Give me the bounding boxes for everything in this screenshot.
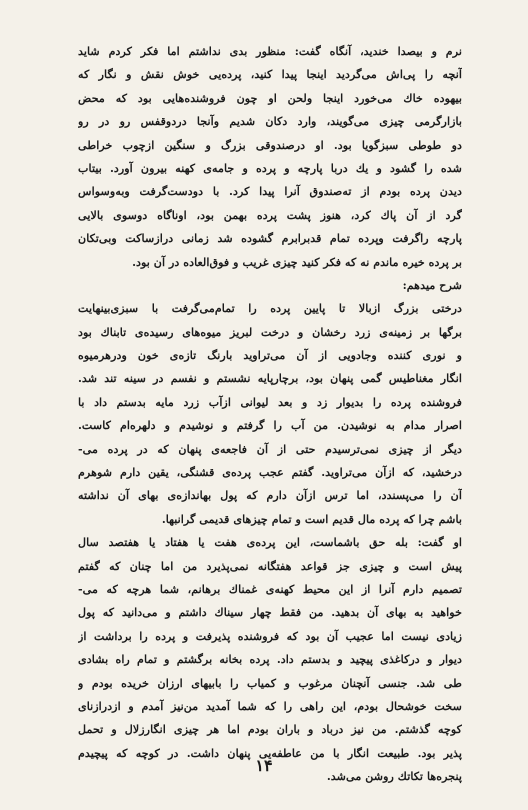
text-line: خواهید به بهای آن بدهید. من فقط چهار سیناك داشتم و می‌دانید که پول xyxy=(78,605,462,620)
text-line: آنچه را پی‌اش می‌گردید اینجا پیدا کنید، پرده‌یی خوش نقش و نگار که xyxy=(78,67,462,82)
text-line: دو طوطی سبزگویا بود. او درصندوقی بزرگ و سنگین ازچوب خراطی xyxy=(78,137,462,152)
text-line: بر پرده خیره ماندم نه که فکر کنید چیزی غریب و فوق‌العاده در آن بود. xyxy=(132,254,462,269)
text-line: فروشنده پرده را بدیوار زد و بعد لیوانی ازآب زرد مایه بدستم داد با xyxy=(78,394,462,409)
text-line: درخشید، که ازآن می‌تراوید. گفتم عجب پرده‌ی قشنگی، یقین دارم شوهرم xyxy=(78,465,462,480)
text-line: پیش است و چیزی جز قواعد هفتگانه نمی‌پذیرد من اما چنان که گفتم xyxy=(78,558,462,573)
text-line: تصمیم دارم آنرا از این محیط کهنه‌ی غمناك برهانم، شما هرچه که می- xyxy=(78,581,462,596)
text-line: پنجره‌ها تکاتك روشن می‌شد. xyxy=(326,769,462,784)
text-line: گرد از آن پاك کرد، هنوز پشت پرده بهمن بود، اوناگاه دوسوی بالایی xyxy=(78,207,462,222)
text-line: انگار مغناطیس گمی پنهان بود، برچارپایه نشستم و نفسم در سینه تند شد. xyxy=(78,371,462,386)
text-line: درختی بزرگ ازبالا تا پایین پرده را تمام‌می‌گرفت با سبزی‌بینهایت xyxy=(78,301,462,316)
text-line: دیوار و درکاغذی پیچید و بدستم داد. پرده بخانه برگشتم و تمام راه بشادی xyxy=(78,652,462,667)
text-line: سخت خوشحال بودم، این راهی را که شما آمدید من‌نیز آمدم و ازدرازنای xyxy=(78,698,462,713)
text-line: او گفت: بله حق باشماست، این پرده‌ی هفت یا هفتاد یا هفتصد سال xyxy=(78,535,462,550)
text-line: پارچه راگرفت وپرده تمام قدبرابرم گشوده شد زمانی درازساکت وبی‌تکان xyxy=(78,231,462,246)
body-text xyxy=(78,40,462,789)
text-line: برگها بر زمینه‌ی زرد رخشان و درخت لبریز میوه‌های رسیده‌ی تابناك بود xyxy=(78,324,462,339)
text-line: بازارگرمی چیزی می‌گویند، وارد دکان شدیم وآنجا دردوقفس رو در رو xyxy=(78,114,462,129)
page-number: ۱۴ xyxy=(255,756,273,775)
text-line: اصرار مدام به نوشیدن. من آب را گرفتم و نوشیدم و دلهره‌ام کاست. xyxy=(78,418,462,433)
text-line: پذیر بود. طبیعت انگار با من عاطفه‌یی پنهان داشت. در کوچه که پیچیدم xyxy=(78,745,462,760)
text-line: و نوری کننده وجادویی از آن می‌تراوید بارنگ تازه‌ی خون ودرهرمیوه xyxy=(78,348,462,363)
text-line: شرح میدهم: xyxy=(402,277,462,292)
text-line: زیادی نیست اما عجیب آن بود که فروشنده پذیرفت و پرده را برداشت از xyxy=(78,628,462,643)
text-line: بیهوده خاك می‌خورد اینجا ولحن او چون فروشنده‌هایی بود که محض xyxy=(78,90,462,105)
text-line: کوچه گذشتم. من نیز درباد و باران بودم اما هر چیزی انگارزلال و تحمل xyxy=(78,722,462,737)
text-line: آن را می‌پسندد، اما ترس ازآن دارم که پول بهاندازه‌ی بهای آن نداشته xyxy=(78,488,462,503)
text-line: شده را گشود و یك دربا پارچه و پرده و جامه‌ی کهنه بیرون آورد. بیتاب xyxy=(78,160,462,175)
text-line: طی شد. جنسی آنچنان مرغوب و کمیاب را بابیهای ارزان خریده بودم و xyxy=(78,675,462,690)
text-line: دیگر از چیزی نمی‌ترسیدم حتی از آن فاجعه‌ی پنهان که در پرده می- xyxy=(78,441,462,456)
text-line: باشم چرا که پرده مال قدیم است و تمام چیزهای قدیمی گرانبها. xyxy=(161,511,462,526)
text-line: نرم و بیصدا خندید، آنگاه گفت: منظور بدی نداشتم اما فکر کردم شاید xyxy=(78,44,462,58)
text-line: دیدن پرده بودم از ته‌صندوق آنرا پیدا کرد. با دودست‌گرفت وبه‌وسواس xyxy=(78,184,462,199)
